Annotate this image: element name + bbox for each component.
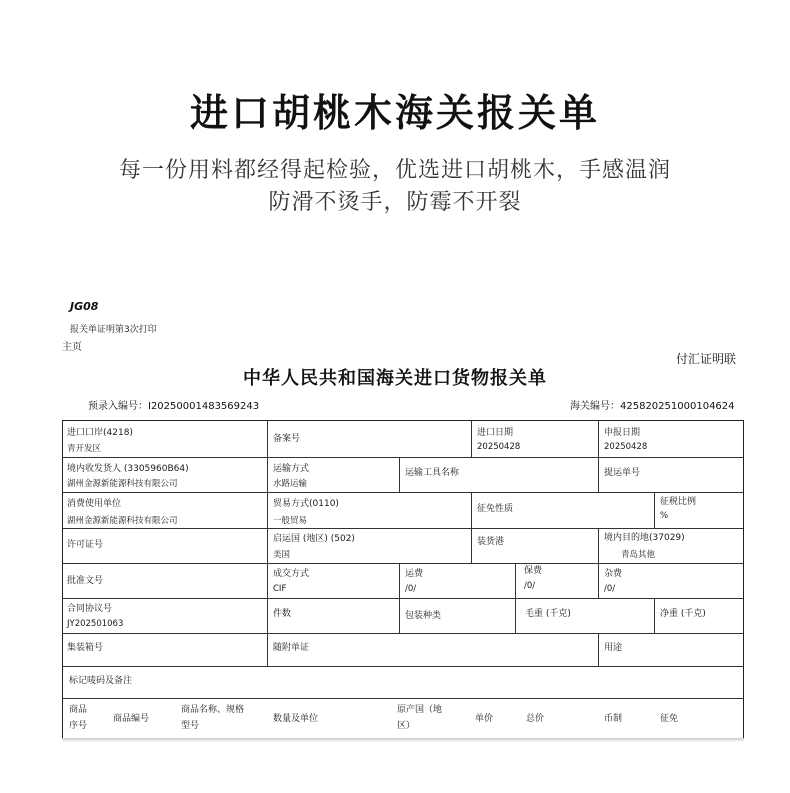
transport-name-label: 运输工具名称 — [405, 468, 460, 478]
misc-fee-value: /0/ — [604, 584, 616, 594]
pieces-label: 件数 — [273, 609, 292, 619]
col-divider — [267, 563, 268, 598]
declare-date-label: 申报日期 — [604, 428, 641, 438]
consumer-value: 湖州金源新能源科技有限公司 — [67, 516, 178, 526]
documents-label: 随附单证 — [273, 643, 310, 653]
scan-edge — [62, 738, 744, 742]
col-divider — [515, 598, 516, 633]
insurance-label: 保费 — [524, 566, 543, 576]
freight-label: 运费 — [405, 569, 424, 579]
col-divider — [399, 457, 400, 492]
form-title: 中华人民共和国海关进口货物报关单 — [243, 368, 547, 389]
col-divider — [654, 598, 655, 633]
goods-item-no-header-line2: 序号 — [69, 721, 88, 731]
row-divider — [63, 698, 743, 699]
import-date-value: 20250428 — [477, 442, 521, 452]
declaration-form — [62, 420, 744, 740]
destination-value: 青岛其他 — [621, 550, 656, 560]
goods-total-price-header: 总价 — [526, 714, 545, 724]
marks-label: 标记唛码及备注 — [69, 676, 133, 686]
col-divider — [598, 421, 599, 457]
deal-mode-label: 成交方式 — [273, 569, 310, 579]
col-divider — [598, 528, 599, 563]
declare-date-value: 20250428 — [604, 442, 648, 452]
tax-ratio-value: % — [660, 511, 669, 521]
col-divider — [267, 528, 268, 563]
row-divider — [63, 666, 743, 667]
levy-nature-label: 征免性质 — [477, 504, 514, 514]
goods-name-header: 商品名称、规格 — [181, 705, 245, 715]
container-no-label: 集装箱号 — [67, 643, 104, 653]
license-no-label: 许可证号 — [67, 540, 104, 550]
transport-mode-value: 水路运输 — [273, 479, 308, 489]
subtitle-line-1: 每一份用料都经得起检验，优选进口胡桃木，手感温润 — [118, 158, 671, 183]
col-divider — [598, 563, 599, 598]
col-divider — [471, 492, 472, 528]
net-weight-label: 净重 (千克) — [660, 609, 706, 619]
goods-levy-header: 征免 — [660, 714, 679, 724]
consumer-label: 消费使用单位 — [67, 499, 122, 509]
row-divider — [63, 598, 743, 599]
goods-origin-header: 原产国（地 — [397, 705, 443, 715]
page-headline: 进口胡桃木海关报关单 — [189, 91, 600, 135]
insurance-value: /0/ — [524, 581, 536, 591]
goods-origin-header-line2: 区） — [397, 721, 416, 731]
bill-no-label: 提运单号 — [604, 468, 641, 478]
customs-number: 海关编号：425820251000104624 — [570, 401, 735, 412]
tax-ratio-label: 征税比例 — [660, 497, 697, 507]
goods-name-header-line2: 型号 — [181, 721, 200, 731]
contract-no-value: JY202501063 — [67, 619, 124, 629]
origin-country-value: 美国 — [273, 550, 291, 560]
document-code: JG08 — [70, 300, 99, 313]
approval-no-label: 批准文号 — [67, 576, 104, 586]
col-divider — [598, 457, 599, 492]
packing-label: 包装种类 — [405, 611, 442, 621]
freight-value: /0/ — [405, 584, 417, 594]
col-divider — [267, 598, 268, 633]
trade-mode-value: 一般贸易 — [273, 516, 308, 526]
misc-fee-label: 杂费 — [604, 569, 623, 579]
col-divider — [598, 633, 599, 666]
subtitle-line-2: 防滑不烫手，防霉不开裂 — [268, 190, 522, 215]
loading-port-label: 装货港 — [477, 537, 505, 547]
page-label: 主页 — [62, 342, 82, 353]
copy-type-label: 付汇证明联 — [676, 352, 737, 366]
col-divider — [267, 492, 268, 528]
col-divider — [267, 457, 268, 492]
consignee-label: 境内收发货人 (3305960B64) — [67, 464, 189, 474]
row-divider — [63, 563, 743, 564]
usage-label: 用途 — [604, 643, 623, 653]
contract-no-label: 合同协议号 — [67, 604, 113, 614]
import-date-label: 进口日期 — [477, 428, 514, 438]
col-divider — [267, 421, 268, 457]
port-label: 进口口岸(4218) — [67, 428, 133, 438]
col-divider — [654, 492, 655, 528]
record-no-label: 备案号 — [273, 434, 301, 444]
destination-label: 境内目的地(37029) — [604, 533, 685, 543]
transport-mode-label: 运输方式 — [273, 464, 310, 474]
origin-country-label: 启运国 (地区) (502) — [273, 534, 355, 544]
gross-weight-label: 毛重 (千克) — [525, 609, 571, 619]
goods-unit-price-header: 单价 — [475, 714, 494, 724]
goods-code-header: 商品编号 — [113, 714, 150, 724]
trade-mode-label: 贸易方式(0110) — [273, 499, 339, 509]
row-divider — [63, 492, 743, 493]
goods-item-no-header: 商品 — [69, 705, 88, 715]
port-value: 青开发区 — [67, 444, 102, 454]
row-divider — [63, 633, 743, 634]
goods-currency-header: 币制 — [604, 714, 623, 724]
row-divider — [63, 457, 743, 458]
col-divider — [399, 598, 400, 633]
goods-quantity-header: 数量及单位 — [273, 714, 319, 724]
col-divider — [399, 563, 400, 598]
col-divider — [471, 421, 472, 457]
col-divider — [515, 563, 516, 598]
col-divider — [267, 633, 268, 666]
print-note: 报关单证明第3次打印 — [70, 325, 157, 335]
col-divider — [471, 528, 472, 563]
row-divider — [63, 528, 743, 529]
pre-entry-number: 预录入编号：I20250001483569243 — [88, 401, 260, 412]
consignee-value: 湖州金源新能源科技有限公司 — [67, 479, 178, 489]
deal-mode-value: CIF — [273, 584, 287, 594]
